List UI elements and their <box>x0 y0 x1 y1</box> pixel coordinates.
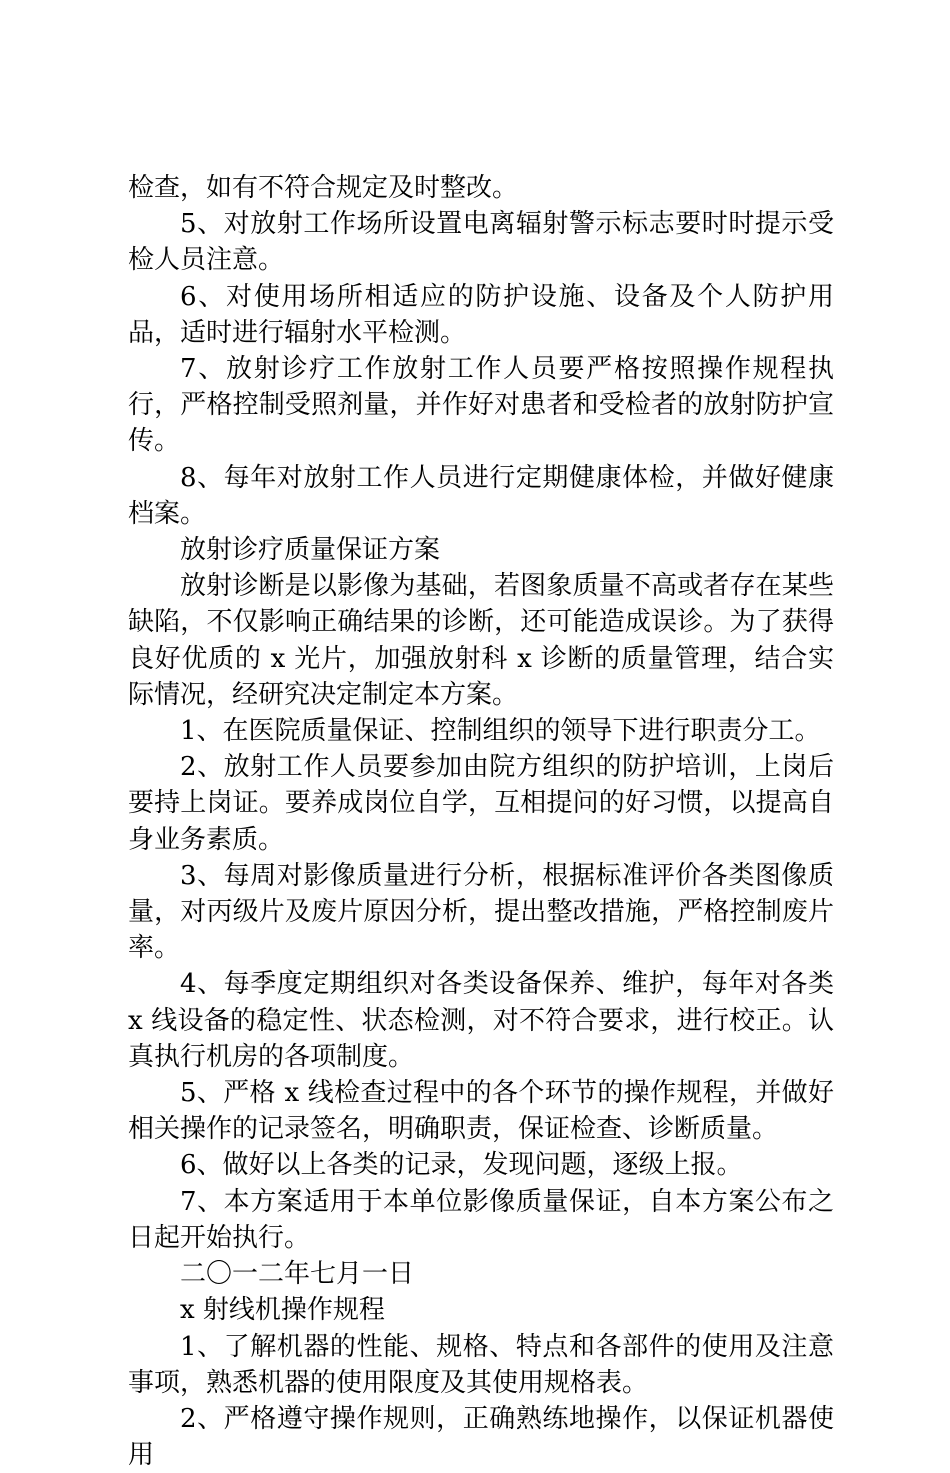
paragraph: 8、每年对放射工作人员进行定期健康体检，并做好健康档案。 <box>128 462 834 529</box>
paragraph: 6、对使用场所相适应的防护设施、设备及个人防护用品，适时进行辐射水平检测。 <box>128 281 834 348</box>
section-title: x 射线机操作规程 <box>180 1295 385 1326</box>
paragraph: 4、每季度定期组织对各类设备保养、维护，每年对各类 x 线设备的稳定性、状态检测，对不符合要求，进行校正。认真执行机房的各项制度。 <box>128 969 834 1072</box>
date-line: 二〇一二年七月一日 <box>180 1259 415 1290</box>
paragraph: 3、每周对影像质量进行分析，根据标准评价各类图像质量，对丙级片及废片原因分析，提出整改措施，严格控制废片率。 <box>128 860 834 964</box>
paragraph: 2、严格遵守操作规则，正确熟练地操作，以保证机器使用 <box>128 1403 834 1471</box>
paragraph: 1、了解机器的性能、规格、特点和各部件的使用及注意事项，熟悉机器的使用限度及其使用规格表。 <box>128 1331 834 1398</box>
paragraph: 7、本方案适用于本单位影像质量保证，自本方案公布之日起开始执行。 <box>128 1186 834 1253</box>
paragraph: 5、严格 x 线检查过程中的各个环节的操作规程，并做好相关操作的记录签名，明确职责，保证检查、诊断质量。 <box>128 1078 834 1145</box>
paragraph: 2、放射工作人员要参加由院方组织的防护培训，上岗后要持上岗证。要养成岗位自学，互相提问的好习惯，以提高自身业务素质。 <box>128 752 834 855</box>
paragraph: 1、在医院质量保证、控制组织的领导下进行职责分工。 <box>180 716 821 747</box>
paragraph: 5、对放射工作场所设置电离辐射警示标志要时时提示受检人员注意。 <box>128 209 834 276</box>
paragraph: 检查，如有不符合规定及时整改。 <box>128 173 519 203</box>
paragraph: 放射诊断是以影像为基础，若图象质量不高或者存在某些缺陷，不仅影响正确结果的诊断，还可能造成误诊。为了获得良好优质的 x 光片，加强放射科 x 诊断的质量管理，结合实际情况，经研究决定制定本方案。 <box>128 571 834 710</box>
paragraph: 7、放射诊疗工作放射工作人员要严格按照操作规程执行，严格控制受照剂量，并作好对患者和受检者的放射防护宣传。 <box>128 354 834 457</box>
document-page <box>128 170 834 1473</box>
section-title: 放射诊疗质量保证方案 <box>180 535 441 566</box>
paragraph: 6、做好以上各类的记录，发现问题，逐级上报。 <box>180 1150 743 1181</box>
